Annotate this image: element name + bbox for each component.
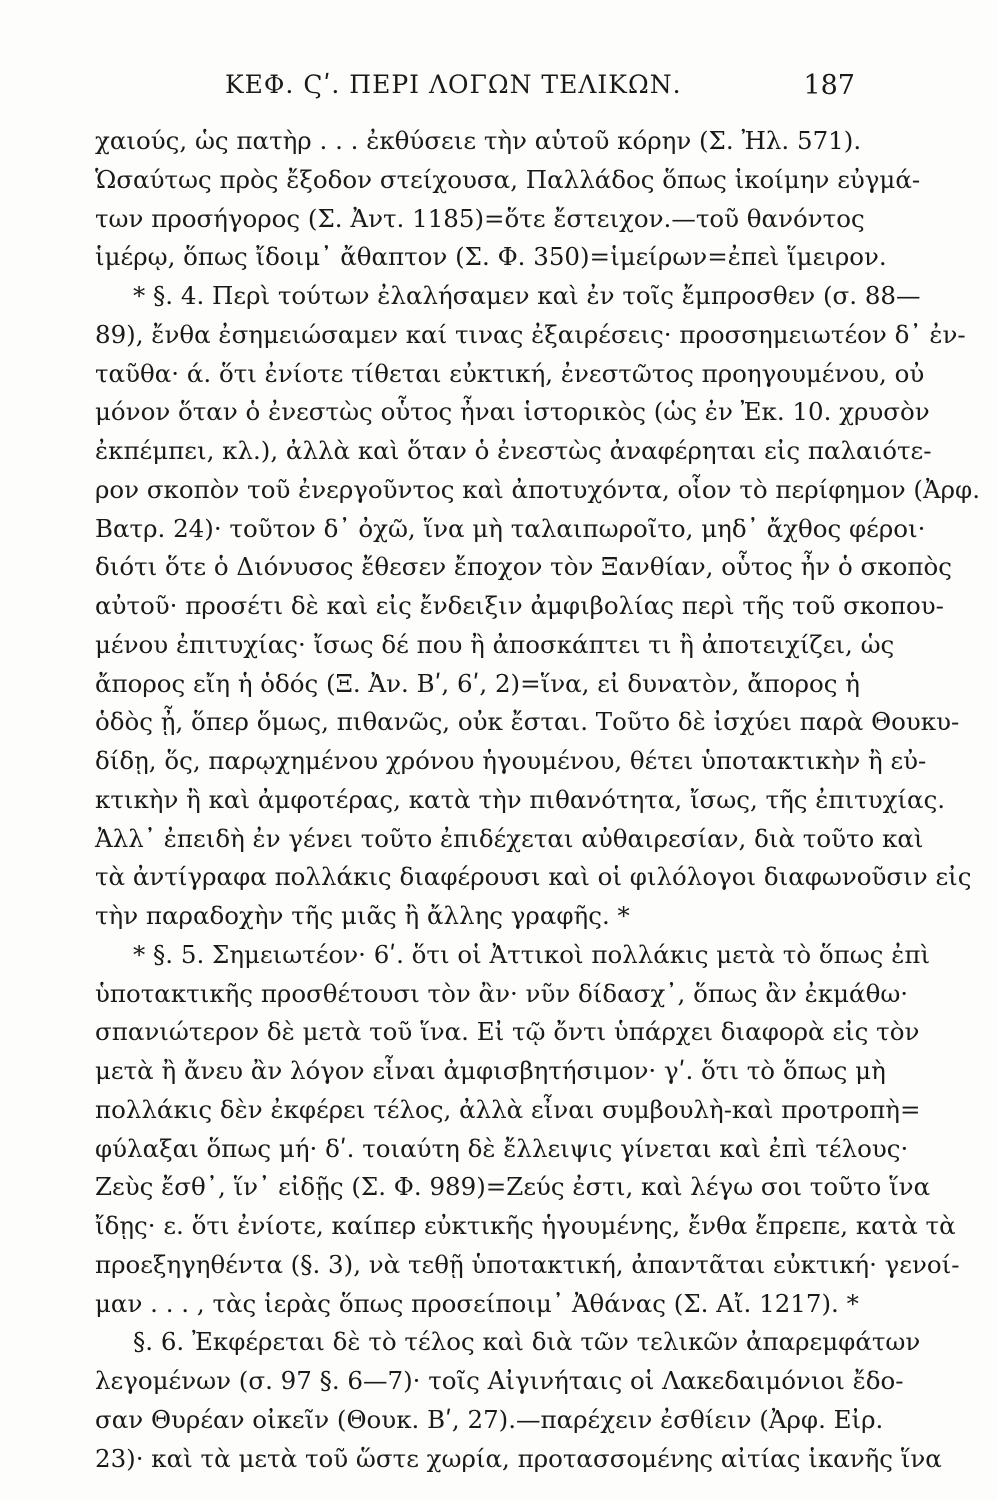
text-line: τὴν παραδοχὴν τῆς μιᾶς ἢ ἄλλης γραφῆς. * [95,901,630,930]
text-line: ὁδὸς ᾖ, ὅπερ ὅμως, πιθανῶς, οὐκ ἔσται. Τοῦτο δὲ ἰσχύει παρὰ Θουκυ- [95,707,960,737]
text-line: διότι ὅτε ὁ Διόνυσος ἔθεσεν ἔποχον τὸν Ξανθίαν, οὗτος ἦν ὁ σκοπὸς [95,552,952,582]
text-line: * §. 5. Σημειωτέον· 6ʹ. ὅτι οἱ Ἀττικοὶ πολλάκις μετὰ τὸ ὅπως ἐπὶ [133,939,931,969]
text-line: φύλαξαι ὅπως μή· δʹ. τοιαύτη δὲ ἔλλειψις γίνεται καὶ ἐπὶ τέλους· [95,1133,909,1163]
text-line: ἴδῃς· ε. ὅτι ἐνίοτε, καίπερ εὐκτικῆς ἡγουμένης, ἔνθα ἔπρεπε, κατὰ τὰ [95,1211,956,1240]
text-line: δίδῃ, ὅς, παρῳχημένου χρόνου ἡγουμένου, θέτει ὑποτακτικὴν ἢ εὐ- [95,746,927,775]
text-line: Ζεὺς ἔσθ᾽, ἵν᾽ εἰδῇς (Σ. Φ. 989)=Ζεύς ἐστι, καὶ λέγω σοι τοῦτο ἵνα [95,1172,931,1202]
text-line: προεξηγηθέντα (§. 3), νὰ τεθῇ ὑποτακτική, ἀπαντᾶται εὐκτική· γενοί- [95,1249,960,1279]
text-line: ἐκπέμπει, κλ.), ἀλλὰ καὶ ὅταν ὁ ἐνεστὼς ἀναφέρηται εἰς παλαιότε- [95,436,932,465]
text-line: μόνον ὅταν ὁ ἐνεστὼς οὗτος ἦναι ἱστορικὸς (ὡς ἐν Ἐκ. 10. χρυσὸν [95,397,930,427]
text-line: ὑποτακτικῆς προσθέτουσι τὸν ἂν· νῦν δίδασχ᾽, ὅπως ἂν ἐκμάθω· [95,978,909,1008]
text-line: αὐτοῦ· προσέτι δὲ καὶ εἰς ἔνδειξιν ἀμφιβολίας περὶ τῆς τοῦ σκοπου- [95,591,944,620]
text-line: ἱμέρῳ, ὅπως ἴδοιμ᾽ ἄθαπτον (Σ. Φ. 350)=ἱμείρων=ἐπεὶ ἵμειρον. [95,242,887,272]
text-line: λεγομένων (σ. 97 §. 6—7)· τοῖς Αἰγινήταις οἱ Λακεδαιμόνιοι ἔδο- [95,1366,904,1395]
text-line: ρον σκοπὸν τοῦ ἐνεργοῦντος καὶ ἀποτυχόντα, οἷον τὸ περίφημον (Ἀρφ. [95,474,981,504]
text-line: 89), ἔνθα ἐσημειώσαμεν καί τινας ἐξαιρέσεις· προσσημειωτέον δ᾽ ἐν- [95,319,966,349]
text-line: των προσήγορος (Σ. Ἀντ. 1185)=ὅτε ἔστειχον.—τοῦ θανόντος [95,203,865,233]
text-line: Ἀλλ᾽ ἐπειδὴ ἐν γένει τοῦτο ἐπιδέχεται αὐθαιρεσίαν, διὰ τοῦτο καὶ [95,823,924,853]
text-line: μένου ἐπιτυχίας· ἴσως δέ που ἢ ἀποσκάπτει τι ἢ ἀποτειχίζει, ὡς [95,629,895,659]
text-line: §. 6. Ἐκφέρεται δὲ τὸ τέλος καὶ διὰ τῶν τελικῶν ἀπαρεμφάτων [133,1327,921,1357]
body-text [95,122,981,1473]
text-line: ἄπορος εἴη ἡ ὁδός (Ξ. Ἀν. Βʹ, 6ʹ, 2)=ἵνα, εἰ δυνατὸν, ἄπορος ἡ [95,668,860,698]
text-line: Ὡσαύτως πρὸς ἔξοδον στείχουσα, Παλλάδος ὅπως ἱκοίμην εὐγμά- [95,164,921,194]
running-head [95,70,855,110]
running-title: ΚΕΦ. Ϛʹ. ΠΕΡΙ ΛΟΓΩΝ ΤΕΛΙΚΩΝ. [225,70,682,99]
text-line: πολλάκις δὲν ἐκφέρει τέλος, ἀλλὰ εἶναι συμβουλὴ-καὶ προτροπὴ= [95,1094,921,1124]
text-line: σαν Θυρέαν οἰκεῖν (Θουκ. Βʹ, 27).—παρέχειν ἐσθίειν (Ἀρφ. Εἰρ. [95,1404,884,1434]
text-line: ταῦθα· ά. ὅτι ἐνίοτε τίθεται εὐκτική, ἐνεστῶτος προηγουμένου, οὐ [95,358,925,388]
text-line: Βατρ. 24)· τοῦτον δ᾽ ὀχῶ, ἵνα μὴ ταλαιπωροῖτο, μηδ᾽ ἄχθος φέροι· [95,513,926,543]
page-number: 187 [803,70,855,101]
text-line: σπανιώτερον δὲ μετὰ τοῦ ἵνα. Εἰ τῷ ὄντι ὑπάρχει διαφορὰ εἰς τὸν [95,1017,920,1047]
text-line: χαιούς, ὡς πατὴρ . . . ἐκθύσειε τὴν αὑτοῦ κόρην (Σ. Ἠλ. 571). [95,126,862,155]
text-line: κτικὴν ἢ καὶ ἀμφοτέρας, κατὰ τὴν πιθανότητα, ἴσως, τῆς ἐπιτυχίας. [95,784,946,814]
text-line: * §. 4. Περὶ τούτων ἐλαλήσαμεν καὶ ἐν τοῖς ἔμπροσθεν (σ. 88— [133,281,921,310]
text-line: μετὰ ἢ ἄνευ ἂν λόγον εἶναι ἀμφισβητήσιμον· γʹ. ὅτι τὸ ὅπως μὴ [95,1056,886,1085]
text-line: 23)· καὶ τὰ μετὰ τοῦ ὥστε χωρία, προτασσομένης αἰτίας ἱκανῆς ἵνα [95,1443,942,1473]
text-line: τὰ ἀντίγραφα πολλάκις διαφέρουσι καὶ οἱ φιλόλογοι διαφωνοῦσιν εἰς [95,862,972,892]
text-line: μαν . . . , τὰς ἱερὰς ὅπως προσείποιμ᾽ Ἀθάνας (Σ. Αἴ. 1217). * [95,1288,859,1318]
